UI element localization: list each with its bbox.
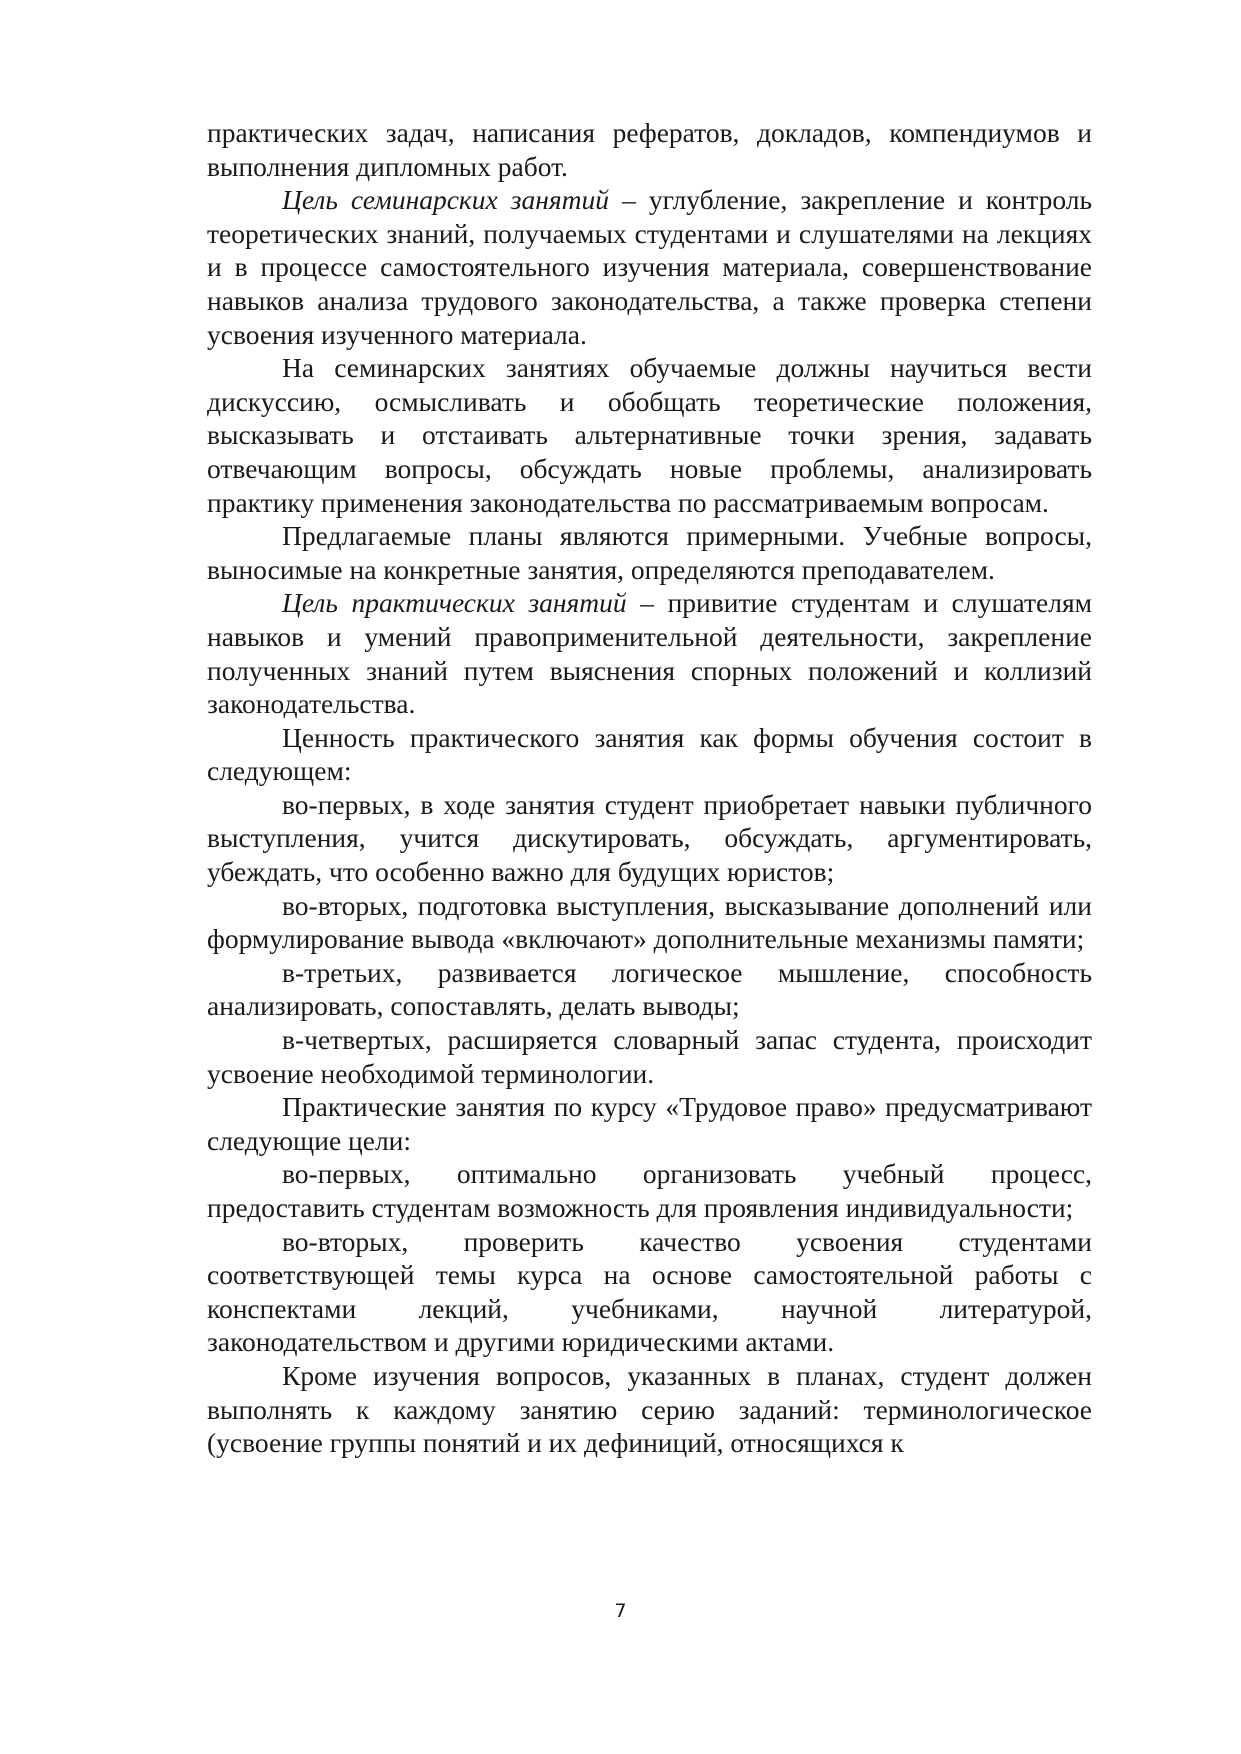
paragraph-text: – привитие студентам и слушателям навыков и умений правоприменительной деятельности, закрепление полученных знаний путем выяснения спорных положений и коллизий законодательства. xyxy=(207,587,1092,720)
paragraph-text: Предлагаемые планы являются примерными. Учебные вопросы, выносимые на конкретные занятия, определяются преподавателем. xyxy=(207,520,1092,585)
list-paragraph xyxy=(207,1225,1092,1359)
paragraph-text: Кроме изучения вопросов, указанных в планах, студент должен выполнять к каждому занятию серию заданий: терминологическое (усвоение группы понятий и их дефиниций, относящихся к xyxy=(207,1359,1092,1459)
paragraph-text: Практические занятия по курсу «Трудовое право» предусматривают следующие цели: xyxy=(207,1091,1092,1156)
paragraph-text: в-четвертых, расширяется словарный запас студента, происходит усвоение необходимой терминологии. xyxy=(207,1024,1092,1089)
list-paragraph xyxy=(207,788,1092,889)
paragraph xyxy=(207,1359,1092,1460)
paragraph xyxy=(207,519,1092,586)
paragraph-practical-goal xyxy=(207,586,1092,720)
paragraph-text: во-вторых, подготовка выступления, высказывание дополнений или формулирование вывода «включают» дополнительные механизмы памяти; xyxy=(207,889,1092,955)
list-paragraph xyxy=(207,956,1092,1023)
page-number: 7 xyxy=(614,1600,627,1622)
paragraph xyxy=(207,721,1092,788)
body-text xyxy=(207,116,1092,1460)
paragraph-text: Ценность практического занятия как формы обучения состоит в следующем: xyxy=(207,721,1092,787)
list-paragraph xyxy=(207,1023,1092,1090)
paragraph xyxy=(207,351,1092,519)
paragraph-lead-italic: Цель практических занятий xyxy=(282,587,627,619)
list-paragraph xyxy=(207,1157,1092,1224)
paragraph xyxy=(207,116,1092,183)
paragraph-text: практических задач, написания рефератов, докладов, компендиумов и выполнения дипломных работ. xyxy=(207,117,1092,182)
paragraph xyxy=(207,1090,1092,1157)
paragraph-text: во-первых, в ходе занятия студент приобретает навыки публичного выступления, учится дискутировать, обсуждать, аргументировать, убеждать, что особенно важно для будущих юристов; xyxy=(207,788,1092,888)
paragraph-text: во-первых, оптимально организовать учебный процесс, предоставить студентам возможность для проявления индивидуальности; xyxy=(207,1158,1092,1223)
list-paragraph xyxy=(207,889,1092,956)
paragraph-seminar-goal xyxy=(207,183,1092,351)
paragraph-lead-italic: Цель семинарских занятий xyxy=(282,184,610,216)
paragraph-text: – углубление, закрепление и контроль теоретических знаний, получаемых студентами и слушателями на лекциях и в процессе самостоятельного изучения материала, совершенствование навыков анализа трудового законодательства, а также проверка степени усвоения изученного материала. xyxy=(207,184,1092,350)
paragraph-text: в-третьих, развивается логическое мышление, способность анализировать, сопоставлять, делать выводы; xyxy=(207,956,1092,1022)
paragraph-text: во-вторых, проверить качество усвоения студентами соответствующей темы курса на основе самостоятельной работы с конспектами лекций, учебниками, научной литературой, законодательством и другими юридическими актами. xyxy=(207,1225,1092,1358)
paragraph-text: На семинарских занятиях обучаемые должны научиться вести дискуссию, осмысливать и обобщать теоретические положения, высказывать и отстаивать альтернативные точки зрения, задавать отвечающим вопросы, обсуждать новые проблемы, анализировать практику применения законодательства по рассматриваемым вопросам. xyxy=(207,352,1092,518)
